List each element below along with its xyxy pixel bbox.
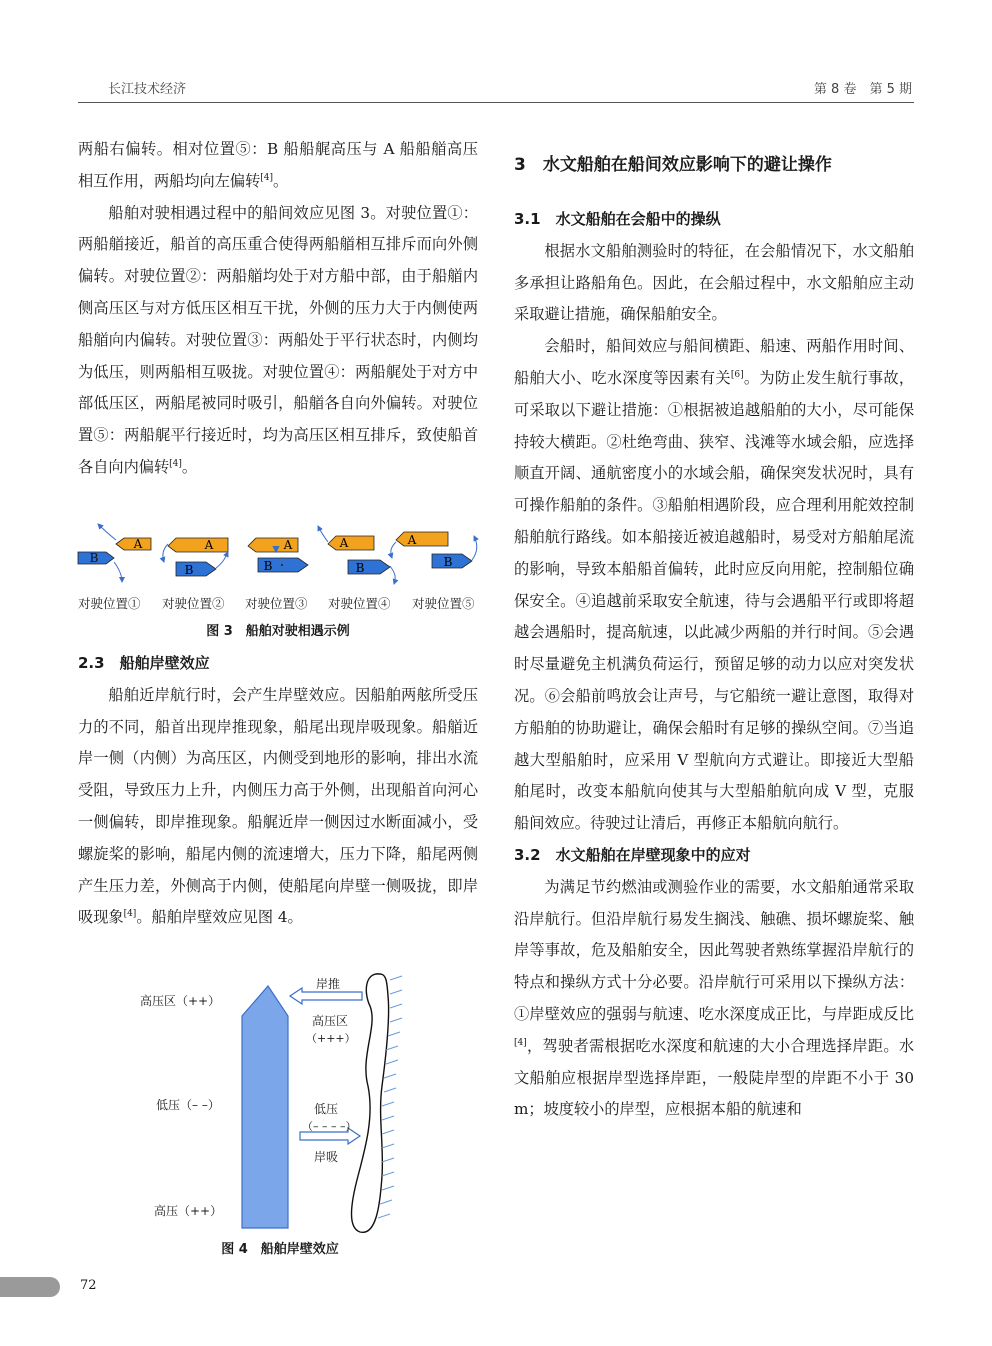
section-2-3-heading: 2.3 船舶岸壁效应 [78,654,210,672]
fig3-caption: 图 3 船舶对驶相遇示例 [206,624,350,639]
svg-text:B: B [184,563,194,577]
page-tab [0,1277,60,1297]
fig4-low-bank-sign: （– – – –） [302,1120,357,1133]
journal-name: 长江技术经济 [108,82,187,97]
fig3-label-4: 对驶位置④ [328,596,391,611]
svg-text:B: B [443,555,453,569]
left-paragraph-2: 船舶对驶相遇过程中的船间效应见图 3。对驶位置①：两船艏接近，船首的高压重合使得两船艏相互排斥而向外侧偏转。对驶位置②：两船艏均处于对方船中部，由于船艏内侧高压区与对方低压区相互干扰，外侧的压力大于内侧使两船艏向内偏转。对驶位置③：两船处于平行状态时，内侧均为低压，则两船相互吸拢。对驶位置④：两船艉处于对方中部低压区，两船尾被同时吸引，船艏各自向外偏转。对驶位置⑤：两船艉平行接近时，均为高压区相互排斥，致使船首各自向内偏转[4]。 [78,203,478,476]
fig4-high-bank-sign: （+++） [306,1032,356,1045]
fig4-high-front: 高压区（++） [140,994,221,1008]
fig4-caption: 图 4 船舶岸壁效应 [221,1242,339,1257]
left-paragraph-3: 船舶近岸航行时，会产生岸壁效应。因船舶两舷所受压力的不同，船首出现岸推现象，船尾出现岸吸现象。船艏近岸一侧（内侧）为高压区，内侧受到地形的影响，排出水流受阻，导致压力上升，内侧压力高于外侧，出现船首向河心一侧偏转，即岸推现象。船艉近岸一侧因过水断面减小，受螺旋桨的影响，船尾内侧的流速增大，压力下降，船尾两侧产生压力差，外侧高于内侧，使船尾向岸壁一侧吸拢，即岸吸现象[4]。船舶岸壁效应见图 4。 [78,685,478,927]
fig3-position-5 [391,532,477,569]
fig4-low-bank: 低压 [314,1102,339,1116]
section-3-heading: 3 水文船舶在船间效应影响下的避让操作 [514,155,832,175]
fig4-low-mid: 低压（– –） [156,1098,220,1112]
fig3-label-3: 对驶位置③ [245,596,308,611]
fig4-high-bank: 高压区 [312,1014,349,1028]
svg-text:A: A [204,538,214,552]
svg-text:B: B [89,551,99,565]
fig3-position-1 [78,524,151,582]
fig3-label-5: 对驶位置⑤ [412,596,475,611]
figure-3-diagram [76,522,486,598]
right-column [514,134,914,1126]
fig3-position-3 [248,538,308,573]
svg-text:A: A [339,536,349,550]
left-column-lower [78,648,478,934]
section-3-2-heading: 3.2 水文船舶在岸壁现象中的应对 [514,845,751,864]
fig4-push-label: 岸推 [316,977,341,991]
fig3-label-1: 对驶位置① [78,596,141,611]
header-rule [78,102,914,103]
left-paragraph-1: 两船右偏转。相对位置⑤：B 船船艉高压与 A 船船艏高压相互作用，两船均向左偏转[4]。 [78,140,478,190]
svg-text:A: A [283,538,293,552]
svg-text:A: A [407,533,417,547]
section-3-1-heading: 3.1 水文船舶在会船中的操纵 [514,210,721,228]
hull-shape [242,986,288,1228]
page-number: 72 [80,1278,97,1293]
issue-info: 第 8 卷 第 5 期 [813,82,912,97]
fig3-position-2 [163,538,228,577]
bank-shape [352,974,389,1232]
svg-text:B: B [263,559,273,573]
svg-text:A: A [133,537,143,551]
svg-text:B: B [355,561,365,575]
right-paragraph-3: 为满足节约燃油或测验作业的需要，水文船舶通常采取沿岸航行。但沿岸航行易发生搁浅、触礁、损坏螺旋桨、触岸等事故，危及船舶安全，因此驾驶者熟练掌握沿岸航行的特点和操纵方式十分必要。沿岸航行可采用以下操纵方法：①岸壁效应的强弱与航速、吃水深度成正比，与岸距成反比[4]，驾驶者需根据吃水深度和航速的大小合理选择岸距。水文船舶应根据岸型选择岸距，一般陡岸型的岸距不小于 30 m；坡度较小的岸型，应根据本船的航速和 [514,877,914,1119]
left-column [78,134,478,484]
fig4-suck-label: 岸吸 [314,1150,339,1164]
fig4-high-rear: 高压（++） [154,1204,223,1218]
right-paragraph-1: 根据水文船舶测验时的特征，在会船情况下，水文船舶多承担让路船角色。因此，在会船过程中，水文船舶应主动采取避让措施，确保船舶安全。 [514,241,914,324]
right-paragraph-2: 会船时，船间效应与船间横距、船速、两船作用时间、船舶大小、吃水深度等因素有关[6]。为防止发生航行事故，可采取以下避让措施：①根据被追越船舶的大小，尽可能保持较大横距。②杜绝弯曲、狭窄、浅滩等水域会船，应选择顺直开阔、通航密度小的水域会船，确保突发状况时，具有可操作船舶的条件。③船舶相遇阶段，应合理利用舵效控制船舶航行路线。如本船接近被追越船时，易受对方船舶尾流的影响，导致本船船首偏转，此时应反向用舵，控制船位确保安全。④追越前采取安全航速，待与会遇船平行或即将超越会遇船时，提高航速，以此减少两船的并行时间。⑤会遇时尽量避免主机满负荷运行，预留足够的动力以应对突发状况。⑥会船前鸣放会让声号，与它船统一避让意图，取得对方船舶的协助避让，确保会船时有足够的操纵空间。⑦当追越大型船舶时，应采用 V 型航向方式避让。即接近大型船舶尾时，改变本船航向使其与大型船舶航向成 V 型，克服船间效应。待驶过让清后，再修正本船航向航行。 [514,337,915,833]
fig3-position-4 [318,526,395,584]
fig3-label-2: 对驶位置② [162,596,225,611]
